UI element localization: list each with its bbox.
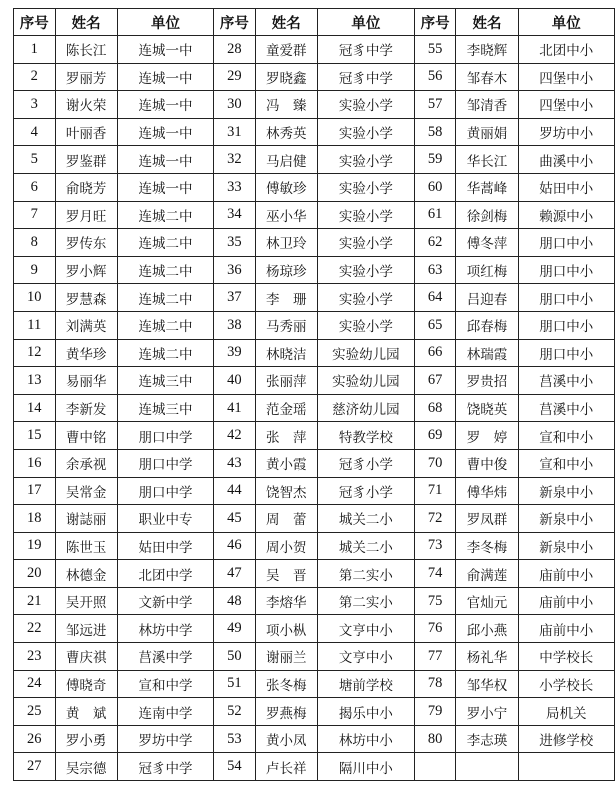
serial-cell: 55	[414, 36, 456, 64]
name-cell: 林卫玲	[255, 229, 317, 257]
name-cell: 余承视	[55, 449, 117, 477]
unit-cell: 文新中学	[117, 587, 213, 615]
table-row	[14, 698, 615, 726]
unit-cell: 冠豸中学	[317, 63, 414, 91]
unit-cell: 连城二中	[117, 311, 213, 339]
name-cell: 卢长祥	[255, 753, 317, 781]
unit-cell: 莒溪中小	[518, 394, 614, 422]
table-row	[14, 643, 615, 671]
table-row	[14, 449, 615, 477]
unit-cell: 实验幼儿园	[317, 339, 414, 367]
serial-cell: 61	[414, 201, 456, 229]
name-cell: 叶丽香	[55, 118, 117, 146]
unit-cell: 小学校长	[518, 670, 614, 698]
table-row	[14, 560, 615, 588]
table-row	[14, 284, 615, 312]
name-cell: 林德金	[55, 560, 117, 588]
unit-cell: 连城一中	[117, 118, 213, 146]
header-serial: 序号	[214, 9, 256, 36]
header-name: 姓名	[255, 9, 317, 36]
unit-cell: 连城二中	[117, 256, 213, 284]
unit-cell: 朋口中学	[117, 422, 213, 450]
serial-cell: 49	[214, 615, 256, 643]
unit-cell: 连城二中	[117, 201, 213, 229]
serial-cell: 58	[414, 118, 456, 146]
name-cell: 李新发	[55, 394, 117, 422]
name-cell: 曹庆祺	[55, 643, 117, 671]
serial-cell: 20	[14, 560, 56, 588]
header-unit: 单位	[518, 9, 614, 36]
serial-cell: 51	[214, 670, 256, 698]
name-cell: 冯 臻	[255, 91, 317, 119]
header-name: 姓名	[456, 9, 518, 36]
serial-cell: 22	[14, 615, 56, 643]
name-cell: 黄小霞	[255, 449, 317, 477]
table-row	[14, 477, 615, 505]
name-cell: 黄华珍	[55, 339, 117, 367]
name-cell: 林秀英	[255, 118, 317, 146]
serial-cell: 25	[14, 698, 56, 726]
name-cell: 曹中俊	[456, 449, 518, 477]
serial-cell: 63	[414, 256, 456, 284]
unit-cell: 进修学校	[518, 725, 614, 753]
serial-cell: 67	[414, 367, 456, 395]
serial-cell: 30	[214, 91, 256, 119]
serial-cell: 65	[414, 311, 456, 339]
serial-cell: 36	[214, 256, 256, 284]
unit-cell: 庙前中小	[518, 587, 614, 615]
name-cell: 张冬梅	[255, 670, 317, 698]
serial-cell: 54	[214, 753, 256, 781]
unit-cell: 宣和中学	[117, 670, 213, 698]
serial-cell: 15	[14, 422, 56, 450]
name-cell: 罗小宁	[456, 698, 518, 726]
unit-cell: 连城二中	[117, 229, 213, 257]
name-cell: 张丽萍	[255, 367, 317, 395]
header-unit: 单位	[117, 9, 213, 36]
unit-cell: 姑田中小	[518, 173, 614, 201]
name-cell: 罗 婷	[456, 422, 518, 450]
unit-cell: 实验小学	[317, 146, 414, 174]
unit-cell: 隔川中小	[317, 753, 414, 781]
serial-cell: 41	[214, 394, 256, 422]
unit-cell: 北团中小	[518, 36, 614, 64]
name-cell: 罗凤群	[456, 505, 518, 533]
serial-cell: 13	[14, 367, 56, 395]
unit-cell: 连城三中	[117, 367, 213, 395]
unit-cell: 实验小学	[317, 91, 414, 119]
name-cell: 林瑞霞	[456, 339, 518, 367]
header-row	[14, 9, 615, 36]
name-cell: 吴开照	[55, 587, 117, 615]
unit-cell: 朋口中小	[518, 311, 614, 339]
unit-cell: 罗坊中小	[518, 118, 614, 146]
name-cell: 罗小辉	[55, 256, 117, 284]
unit-cell: 第二实小	[317, 587, 414, 615]
unit-cell: 朋口中小	[518, 284, 614, 312]
serial-cell: 1	[14, 36, 56, 64]
name-cell: 罗丽芳	[55, 63, 117, 91]
name-cell: 官灿元	[456, 587, 518, 615]
table-row	[14, 311, 615, 339]
serial-cell: 3	[14, 91, 56, 119]
name-cell: 谢誌丽	[55, 505, 117, 533]
serial-cell: 66	[414, 339, 456, 367]
unit-cell: 实验小学	[317, 229, 414, 257]
serial-cell: 24	[14, 670, 56, 698]
name-cell: 项小枞	[255, 615, 317, 643]
unit-cell: 新泉中小	[518, 532, 614, 560]
unit-cell: 曲溪中小	[518, 146, 614, 174]
table-row	[14, 725, 615, 753]
serial-cell: 28	[214, 36, 256, 64]
unit-cell: 宣和中小	[518, 449, 614, 477]
serial-cell: 32	[214, 146, 256, 174]
unit-cell: 连城一中	[117, 63, 213, 91]
name-cell: 傅冬萍	[456, 229, 518, 257]
unit-cell: 实验小学	[317, 256, 414, 284]
unit-cell: 林坊中小	[317, 725, 414, 753]
unit-cell: 揭乐中小	[317, 698, 414, 726]
roster-table	[13, 8, 615, 781]
serial-cell: 46	[214, 532, 256, 560]
unit-cell: 连城三中	[117, 394, 213, 422]
serial-cell: 12	[14, 339, 56, 367]
name-cell: 吴 晋	[255, 560, 317, 588]
unit-cell: 实验小学	[317, 311, 414, 339]
serial-cell: 6	[14, 173, 56, 201]
unit-cell: 实验小学	[317, 173, 414, 201]
unit-cell: 连南中学	[117, 698, 213, 726]
name-cell: 周小贺	[255, 532, 317, 560]
unit-cell: 宣和中小	[518, 422, 614, 450]
table-row	[14, 36, 615, 64]
unit-cell: 朋口中小	[518, 256, 614, 284]
serial-cell: 79	[414, 698, 456, 726]
name-cell: 俞满莲	[456, 560, 518, 588]
unit-cell: 文亨中小	[317, 643, 414, 671]
name-cell: 陈世玉	[55, 532, 117, 560]
serial-cell: 21	[14, 587, 56, 615]
serial-cell: 44	[214, 477, 256, 505]
table-row	[14, 229, 615, 257]
unit-cell: 新泉中小	[518, 477, 614, 505]
unit-cell: 朋口中学	[117, 449, 213, 477]
unit-cell: 冠豸中学	[317, 36, 414, 64]
serial-cell: 31	[214, 118, 256, 146]
serial-cell: 48	[214, 587, 256, 615]
name-cell: 邹春木	[456, 63, 518, 91]
serial-cell: 33	[214, 173, 256, 201]
unit-cell: 实验小学	[317, 118, 414, 146]
unit-cell: 连城一中	[117, 91, 213, 119]
serial-cell: 16	[14, 449, 56, 477]
unit-cell: 冠豸中学	[117, 753, 213, 781]
table-row	[14, 367, 615, 395]
unit-cell: 实验幼儿园	[317, 367, 414, 395]
table-row	[14, 670, 615, 698]
unit-cell	[518, 753, 614, 781]
unit-cell: 四堡中小	[518, 91, 614, 119]
table-row	[14, 394, 615, 422]
unit-cell: 庙前中小	[518, 560, 614, 588]
table-row	[14, 256, 615, 284]
name-cell: 刘满英	[55, 311, 117, 339]
serial-cell: 56	[414, 63, 456, 91]
name-cell: 罗贵招	[456, 367, 518, 395]
unit-cell: 新泉中小	[518, 505, 614, 533]
unit-cell: 朋口中小	[518, 339, 614, 367]
serial-cell: 2	[14, 63, 56, 91]
name-cell: 谢火荣	[55, 91, 117, 119]
unit-cell: 莒溪中学	[117, 643, 213, 671]
name-cell: 李晓辉	[456, 36, 518, 64]
name-cell: 邱小燕	[456, 615, 518, 643]
name-cell: 傅华炜	[456, 477, 518, 505]
unit-cell: 四堡中小	[518, 63, 614, 91]
name-cell: 华蒿峰	[456, 173, 518, 201]
unit-cell: 中学校长	[518, 643, 614, 671]
serial-cell: 75	[414, 587, 456, 615]
serial-cell: 40	[214, 367, 256, 395]
serial-cell: 39	[214, 339, 256, 367]
unit-cell: 林坊中学	[117, 615, 213, 643]
name-cell: 饶晓英	[456, 394, 518, 422]
unit-cell: 朋口中学	[117, 477, 213, 505]
table-row	[14, 91, 615, 119]
name-cell: 曹中铭	[55, 422, 117, 450]
serial-cell	[414, 753, 456, 781]
serial-cell: 23	[14, 643, 56, 671]
header-serial: 序号	[14, 9, 56, 36]
name-cell	[456, 753, 518, 781]
unit-cell: 连城一中	[117, 146, 213, 174]
serial-cell: 73	[414, 532, 456, 560]
serial-cell: 4	[14, 118, 56, 146]
serial-cell: 77	[414, 643, 456, 671]
name-cell: 罗小勇	[55, 725, 117, 753]
name-cell: 罗鉴群	[55, 146, 117, 174]
name-cell: 项红梅	[456, 256, 518, 284]
unit-cell: 特教学校	[317, 422, 414, 450]
unit-cell: 冠豸小学	[317, 449, 414, 477]
unit-cell: 城关二小	[317, 532, 414, 560]
serial-cell: 29	[214, 63, 256, 91]
serial-cell: 35	[214, 229, 256, 257]
unit-cell: 罗坊中学	[117, 725, 213, 753]
table-row	[14, 173, 615, 201]
serial-cell: 37	[214, 284, 256, 312]
name-cell: 吴宗德	[55, 753, 117, 781]
serial-cell: 69	[414, 422, 456, 450]
table-row	[14, 63, 615, 91]
table-row	[14, 587, 615, 615]
name-cell: 邹远进	[55, 615, 117, 643]
name-cell: 张 萍	[255, 422, 317, 450]
unit-cell: 连城一中	[117, 173, 213, 201]
name-cell: 吕迎春	[456, 284, 518, 312]
serial-cell: 42	[214, 422, 256, 450]
name-cell: 李熔华	[255, 587, 317, 615]
serial-cell: 78	[414, 670, 456, 698]
name-cell: 范金瑶	[255, 394, 317, 422]
serial-cell: 38	[214, 311, 256, 339]
unit-cell: 赖源中小	[518, 201, 614, 229]
name-cell: 李冬梅	[456, 532, 518, 560]
name-cell: 黄 斌	[55, 698, 117, 726]
name-cell: 邹清香	[456, 91, 518, 119]
name-cell: 陈长江	[55, 36, 117, 64]
unit-cell: 局机关	[518, 698, 614, 726]
name-cell: 傅晓奇	[55, 670, 117, 698]
serial-cell: 7	[14, 201, 56, 229]
serial-cell: 71	[414, 477, 456, 505]
unit-cell: 冠豸小学	[317, 477, 414, 505]
serial-cell: 14	[14, 394, 56, 422]
table-row	[14, 615, 615, 643]
unit-cell: 连城二中	[117, 284, 213, 312]
serial-cell: 59	[414, 146, 456, 174]
serial-cell: 45	[214, 505, 256, 533]
serial-cell: 5	[14, 146, 56, 174]
name-cell: 徐剑梅	[456, 201, 518, 229]
serial-cell: 17	[14, 477, 56, 505]
serial-cell: 70	[414, 449, 456, 477]
serial-cell: 50	[214, 643, 256, 671]
name-cell: 罗燕梅	[255, 698, 317, 726]
serial-cell: 9	[14, 256, 56, 284]
serial-cell: 53	[214, 725, 256, 753]
serial-cell: 43	[214, 449, 256, 477]
name-cell: 巫小华	[255, 201, 317, 229]
unit-cell: 实验小学	[317, 201, 414, 229]
serial-cell: 26	[14, 725, 56, 753]
table-row	[14, 339, 615, 367]
name-cell: 华长江	[456, 146, 518, 174]
table-row	[14, 201, 615, 229]
name-cell: 傅敏珍	[255, 173, 317, 201]
unit-cell: 塘前学校	[317, 670, 414, 698]
unit-cell: 慈济幼儿园	[317, 394, 414, 422]
serial-cell: 64	[414, 284, 456, 312]
name-cell: 童爱群	[255, 36, 317, 64]
name-cell: 杨礼华	[456, 643, 518, 671]
unit-cell: 连城一中	[117, 36, 213, 64]
name-cell: 马秀丽	[255, 311, 317, 339]
unit-cell: 职业中专	[117, 505, 213, 533]
serial-cell: 27	[14, 753, 56, 781]
serial-cell: 11	[14, 311, 56, 339]
serial-cell: 68	[414, 394, 456, 422]
name-cell: 罗晓鑫	[255, 63, 317, 91]
name-cell: 林晓洁	[255, 339, 317, 367]
name-cell: 饶智杰	[255, 477, 317, 505]
name-cell: 罗月旺	[55, 201, 117, 229]
table-row	[14, 146, 615, 174]
serial-cell: 34	[214, 201, 256, 229]
serial-cell: 60	[414, 173, 456, 201]
serial-cell: 57	[414, 91, 456, 119]
serial-cell: 52	[214, 698, 256, 726]
name-cell: 黄丽娟	[456, 118, 518, 146]
table-row	[14, 505, 615, 533]
unit-cell: 第二实小	[317, 560, 414, 588]
unit-cell: 北团中学	[117, 560, 213, 588]
name-cell: 李志瑛	[456, 725, 518, 753]
serial-cell: 18	[14, 505, 56, 533]
table-row	[14, 422, 615, 450]
serial-cell: 10	[14, 284, 56, 312]
serial-cell: 8	[14, 229, 56, 257]
name-cell: 邹华权	[456, 670, 518, 698]
header-unit: 单位	[317, 9, 414, 36]
name-cell: 周 蕾	[255, 505, 317, 533]
unit-cell: 庙前中小	[518, 615, 614, 643]
header-serial: 序号	[414, 9, 456, 36]
unit-cell: 姑田中学	[117, 532, 213, 560]
name-cell: 吴常金	[55, 477, 117, 505]
serial-cell: 74	[414, 560, 456, 588]
name-cell: 罗传东	[55, 229, 117, 257]
header-name: 姓名	[55, 9, 117, 36]
name-cell: 黄小凤	[255, 725, 317, 753]
serial-cell: 47	[214, 560, 256, 588]
unit-cell: 城关二小	[317, 505, 414, 533]
name-cell: 易丽华	[55, 367, 117, 395]
name-cell: 李 珊	[255, 284, 317, 312]
name-cell: 罗慧森	[55, 284, 117, 312]
table-row	[14, 532, 615, 560]
unit-cell: 实验小学	[317, 284, 414, 312]
table-row	[14, 118, 615, 146]
unit-cell: 朋口中小	[518, 229, 614, 257]
serial-cell: 80	[414, 725, 456, 753]
unit-cell: 莒溪中小	[518, 367, 614, 395]
name-cell: 杨琼珍	[255, 256, 317, 284]
serial-cell: 76	[414, 615, 456, 643]
name-cell: 邱春梅	[456, 311, 518, 339]
name-cell: 谢丽兰	[255, 643, 317, 671]
serial-cell: 19	[14, 532, 56, 560]
name-cell: 俞晓芳	[55, 173, 117, 201]
name-cell: 马启健	[255, 146, 317, 174]
serial-cell: 72	[414, 505, 456, 533]
table-row	[14, 753, 615, 781]
unit-cell: 连城二中	[117, 339, 213, 367]
serial-cell: 62	[414, 229, 456, 257]
unit-cell: 文亨中小	[317, 615, 414, 643]
